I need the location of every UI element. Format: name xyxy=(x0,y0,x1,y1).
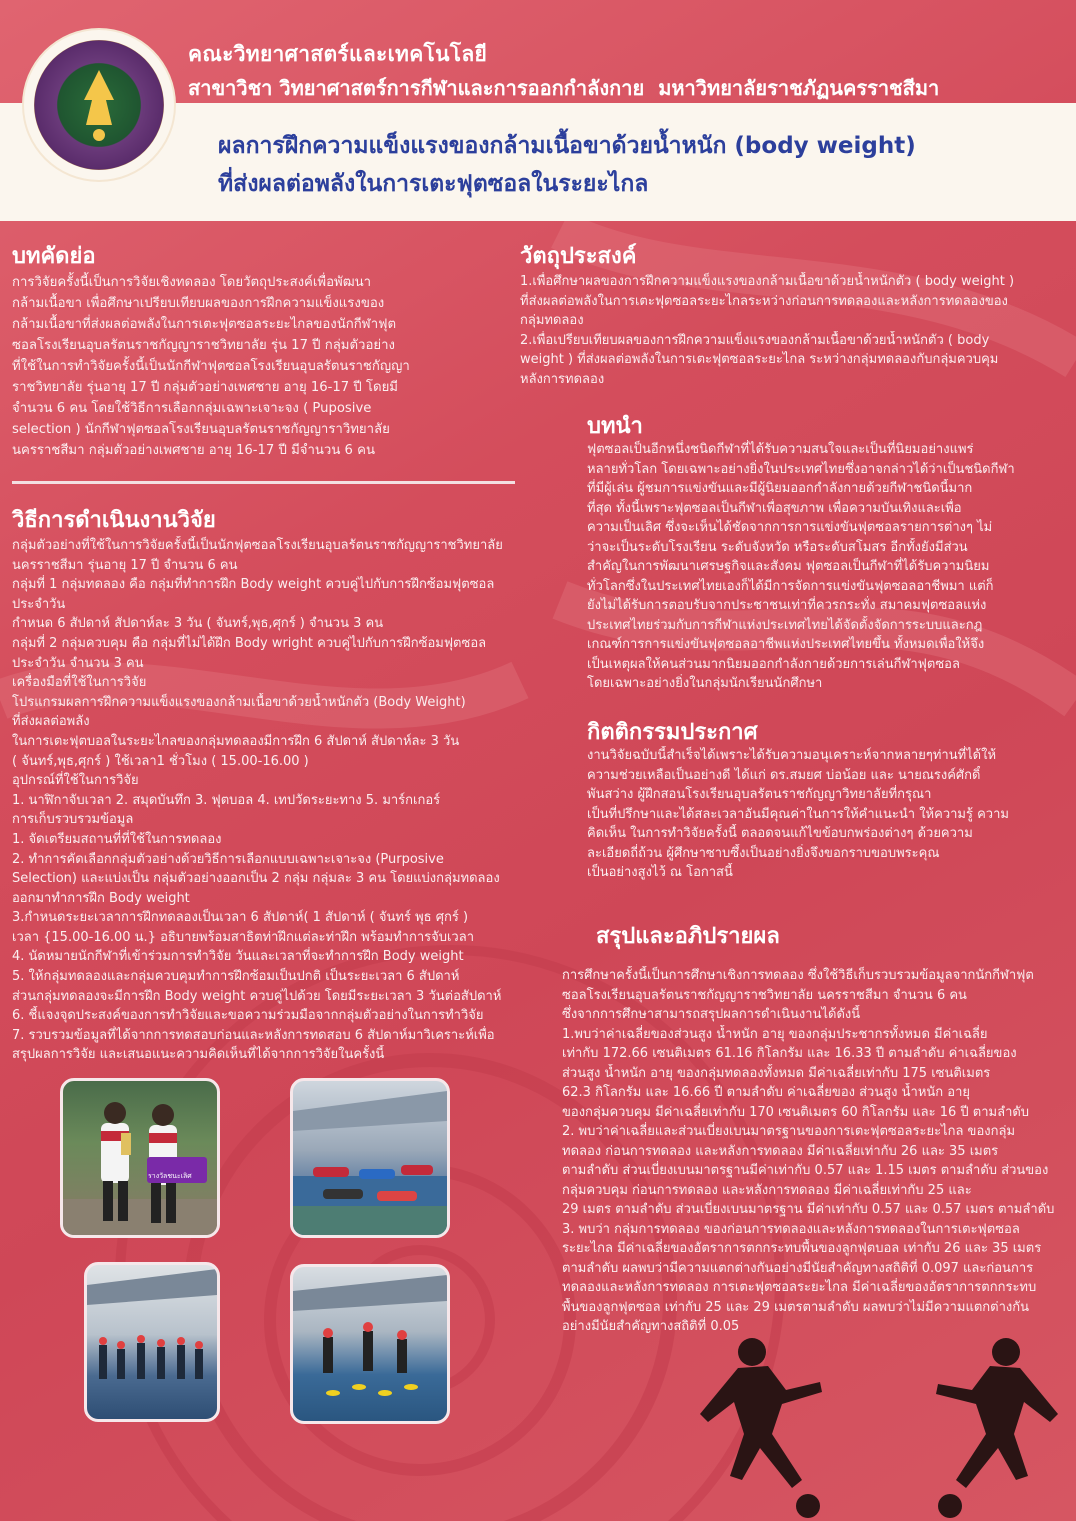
objectives-line: กลุ่มทดลอง xyxy=(520,313,584,328)
intro-line: ยังไม่ได้รับการตอบรับจากประชาชนเท่าที่ควรกระทั่ง สมาคมฟุตซอลแห่ง xyxy=(587,598,987,613)
acknowledgement-line: เป็นที่ปรึกษาและได้สละเวลาอันมีคุณค่าในการให้คำแนะนำ ให้ความรู้ ความ xyxy=(587,806,1009,822)
conclusion-line: ระยะไกล มีค่าเฉลี่ยของอัตราการตกกระทบพื้นของลูกฟุตบอล เท่ากับ 26 และ 35 เมตร xyxy=(562,1241,1042,1256)
intro-line: เป็นเหตุผลให้คนส่วนมากนิยมออกกำลังกายด้วยการเล่นกีฬาฟุตซอล xyxy=(587,656,960,672)
methods-line: 7. รวบรวมข้อมูลที่ได้จากการทดสอบก่อนและหลังการทดสอบ 6 สัปดาห์มาวิเคราะห์เพื่อ xyxy=(12,1027,495,1043)
methods-line: 6. ชี้แจงจุดประสงค์ของการทำวิจัยและขอความร่วมมือจากกลุ่มตัวอย่างในการทำวิจัย xyxy=(12,1008,484,1024)
methods-line: ประจำวัน xyxy=(12,596,66,612)
objectives-line: weight ) ที่ส่งผลต่อพลังในการเตะฟุตซอลระยะไกล ระหว่างกลุ่มทดลองกับกลุ่มควบคุม xyxy=(520,352,999,367)
conclusion-line: การศึกษาครั้งนี้เป็นการศึกษาเชิงการทดลอง ซึ่งใช้วิธีเก็บรวบรวมข้อมูลจากนักกีฬาฟุต xyxy=(562,968,1034,983)
methods-line: 4. นัดหมายนักกีฬาที่เข้าร่วมการทำวิจัย วันและเวลาที่จะทำการฝึก Body weight xyxy=(12,949,464,965)
university-seal-icon xyxy=(34,40,164,170)
photo-training-pushups xyxy=(290,1078,450,1238)
abstract-line: selection ) นักกีฬาฟุตซอลโรงเรียนอุบลรัตนราชกัญญาราวิทยาลัย xyxy=(12,422,390,437)
poster-title-line1: ผลการฝึกความแข็งแรงของกล้ามเนื้อขาด้วยน้ำหนัก (body weight) xyxy=(218,133,916,159)
university-name: มหาวิทยาลัยราชภัฏนครราชสีมา xyxy=(658,76,940,100)
methods-line: ประจำวัน จำนวน 3 คน xyxy=(12,655,144,671)
acknowledgement-line: ความช่วยเหลือเป็นอย่างดี ได้แก่ ดร.สมยศ บ่อน้อย และ นายณรงค์ศักดิ์ xyxy=(587,767,981,783)
intro-heading: บทนำ xyxy=(587,414,643,439)
abstract-line: นครราชสีมา กลุ่มตัวอย่างเพศชาย อายุ 16-17 ปี มีจำนวน 6 คน xyxy=(12,443,375,458)
conclusion-line: ของกลุ่มควบคุม มีค่าเฉลี่ยเท่ากับ 170 เซนติเมตร 60 กิโลกรัม และ 16 ปี ตามลำดับ xyxy=(562,1104,1030,1120)
photo-cone-drill xyxy=(290,1264,450,1424)
conclusion-line: 29 เมตร ตามลำดับ ส่วนเบี่ยงเบนมาตรฐาน มีค่าเท่ากับ 0.57 และ 0.57 เมตร ตามลำดับ xyxy=(562,1202,1055,1217)
intro-line: ที่สุด ทั้งนี้เพราะฟุตซอลเป็นกีฬาเพื่อสุขภาพ เพื่อความบันเทิงและเพื่อ xyxy=(587,500,962,516)
conclusion-line: 3. พบว่า กลุ่มการทดลอง ของก่อนการทดลองและหลังการทดลองในการเตะฟุตซอล xyxy=(562,1221,1020,1237)
conclusion-line: ซึ่งจากการศึกษาสามารถสรุปผลการดำเนินงานได้ดังนี้ xyxy=(562,1007,861,1022)
abstract-line: ที่ใช้ในการทำวิจัยครั้งนี้เป็นนักกีฬาฟุตซอลโรงเรียนอุบลรัตนราชกัญญา xyxy=(12,359,410,374)
methods-line: กลุ่มที่ 2 กลุ่มควบคุม คือ กลุ่มที่ไม่ได้ฝึก Body wright ควบคู่ไปกับการฝึกซ้อมฟุตซอล xyxy=(12,635,487,651)
methods-line: Selection) และแบ่งเป็น กลุ่มตัวอย่างออกเป็น 2 กลุ่ม กลุ่มละ 3 คน โดยแบ่งกลุ่มทดลอง xyxy=(12,871,500,887)
acknowledgement-heading: กิตติกรรมประกาศ xyxy=(587,720,758,745)
methods-line: 3.กำหนดระยะเวลาการฝึกทดลองเป็นเวลา 6 สัปดาห์( 1 สัปดาห์ ( จันทร์ พุธ ศุกร์ ) xyxy=(12,910,469,926)
acknowledgement-line: ละเอียดถี่ถ้วน ผู้ศึกษาซาบซึ้งเป็นอย่างยิ่งจึงขอกราบขอบพระคุณ xyxy=(587,845,940,861)
objectives-line: 1.เพื่อศึกษาผลของการฝึกความแข็งแรงของกล้ามเนื้อขาด้วยน้ำหนักตัว ( body weight ) xyxy=(520,274,1015,289)
objectives-line: ที่ส่งผลต่อพลังในการเตะฟุตซอลระยะไกลระหว่างก่อนการทดลองและหลังการทดลองของ xyxy=(520,293,1008,309)
conclusion-line: ทดลอง ก่อนการทดลอง และหลังการทดลอง มีค่าเฉลี่ยเท่ากับ 26 และ 35 เมตร xyxy=(562,1143,999,1159)
conclusion-heading: สรุปและอภิปรายผล xyxy=(596,924,780,949)
conclusion-line: 62.3 กิโลกรัม และ 16.66 ปี ตามลำดับ ค่าเฉลี่ยของ ส่วนสูง น้ำหนัก อายุ xyxy=(562,1085,971,1100)
section-divider xyxy=(12,481,515,484)
acknowledgement-line: พันสว่าง ผู้ฝึกสอนโรงเรียนอุบลรัตนราชกัญญาวิทยาลัยที่กรุณา xyxy=(587,787,932,802)
abstract-line: ราชวิทยาลัย รุ่นอายุ 17 ปี กลุ่มตัวอย่างเพศชาย อายุ 16-17 ปี โดยมี xyxy=(12,380,398,395)
objectives-line: 2.เพื่อเปรียบเทียบผลของการฝึกความแข็งแรงของกล้ามเนื้อขาด้วยน้ำหนักตัว ( body xyxy=(520,332,990,348)
methods-line: นครราชสีมา รุ่นอายุ 17 ปี จำนวน 6 คน xyxy=(12,557,238,573)
intro-line: สำคัญในการพัฒนาเศรษฐกิจและสังคม ฟุตซอลเป็นกีฬาที่ได้รับความนิยม xyxy=(587,559,990,574)
acknowledgement-line: งานวิจัยฉบับนี้สำเร็จได้เพราะได้รับความอนุเคราะห์จากหลายๆท่านที่ได้ให้ xyxy=(587,748,997,763)
conclusion-line: ซอลโรงเรียนอุบลรัตนราชกัญญาราชวิทยาลัย นครราชสีมา จำนวน 6 คน xyxy=(562,987,967,1003)
methods-line: การเก็บรวบรวมข้อมูล xyxy=(12,812,134,828)
conclusion-line: อย่างมีนัยสำคัญทางสถิติที่ 0.05 xyxy=(562,1319,740,1334)
methods-line: 1. จัดเตรียมสถานที่ที่ใช้ในการทดลอง xyxy=(12,831,222,847)
methods-line: สรุปผลการวิจัย และเสนอแนะความคิดเห็นที่ได้จากการวิจัยในครั้งนี้ xyxy=(12,1047,385,1063)
objectives-heading: วัตถุประสงค์ xyxy=(520,244,637,269)
abstract-body xyxy=(12,272,512,461)
intro-body xyxy=(587,440,1067,694)
conclusion-line: พื้นของลูกฟุตซอล เท่ากับ 25 และ 29 เมตรตามลำดับ ผลพบว่าไม่มีความแตกต่างกัน xyxy=(562,1299,1030,1315)
methods-body xyxy=(12,536,552,1065)
conclusion-line: 1.พบว่าค่าเฉลี่ยของส่วนสูง น้ำหนัก อายุ ของกลุ่มประชากรทั้งหมด มีค่าเฉลี่ย xyxy=(562,1026,988,1042)
methods-line: 1. นาฬิกาจับเวลา 2. สมุดบันทึก 3. ฟุตบอล 4. เทปวัดระยะทาง 5. มาร์กเกอร์ xyxy=(12,792,441,808)
department-line xyxy=(188,72,939,104)
methods-line: ในการเตะฟุตบอลในระยะไกลของกลุ่มทดลองมีการฝึก 6 สัปดาห์ สัปดาห์ละ 3 วัน xyxy=(12,733,460,749)
abstract-line: จำนวน 6 คน โดยใช้วิธีการเลือกกลุ่มเฉพาะเจาะจง ( Puposive xyxy=(12,401,372,416)
abstract-line: การวิจัยครั้งนี้เป็นการวิจัยเชิงทดลอง โดยวัตถุประสงค์เพื่อพัฒนา xyxy=(12,275,372,290)
methods-line: อุปกรณ์ที่ใช้ในการวิจัย xyxy=(12,773,139,789)
methods-heading: วิธีการดำเนินงานวิจัย xyxy=(12,508,216,533)
intro-line: ฟุตซอลเป็นอีกหนึ่งชนิดกีฬาที่ได้รับความสนใจและเป็นที่นิยมอย่างแพร่ xyxy=(587,442,974,457)
award-board-text: รางวัลชนะเลิศ xyxy=(148,1172,192,1180)
objectives-line: หลังการทดลอง xyxy=(520,371,605,387)
conclusion-line: ตามลำดับ ส่วนเบี่ยงเบนมาตรฐานมีค่าเท่ากับ 0.57 และ 1.15 เมตร ตามลำดับ ส่วนของ xyxy=(562,1163,1049,1178)
intro-line: ทั่วโลกซึ่งในประเทศไทยเองก็ได้มีการจัดการแข่งขันฟุตซอลอาชีพมา แต่ก็ xyxy=(587,578,994,594)
conclusion-line: ทดลองและหลังการทดลอง การเตะฟุตซอลระยะไกล มีค่าเฉลี่ยของอัตราการตกกระทบ xyxy=(562,1280,1037,1295)
methods-line: กำหนด 6 สัปดาห์ สัปดาห์ละ 3 วัน ( จันทร์,พุธ,ศุกร์ ) จำนวน 3 คน xyxy=(12,616,384,632)
abstract-line: กล้ามเนื้อขา เพื่อศึกษาเปรียบเทียบผลของการฝึกความแข็งแรงของ xyxy=(12,296,385,311)
department-name: สาขาวิชา วิทยาศาสตร์การกีฬาและการออกกำลังกาย xyxy=(188,76,645,100)
conclusion-line: กลุ่มควบคุม ก่อนการทดลอง และหลังการทดลอง มีค่าเฉลี่ยเท่ากับ 25 และ xyxy=(562,1182,972,1198)
methods-line: 5. ให้กลุ่มทดลองและกลุ่มควบคุมทำการฝึกซ้อมเป็นปกติ เป็นระยะเวลา 6 สัปดาห์ xyxy=(12,969,460,985)
footballer-silhouette-left xyxy=(690,1330,840,1520)
methods-line: ออกมาทำการฝึก Body weight xyxy=(12,890,190,906)
abstract-line: ซอลโรงเรียนอุบลรัตนราชกัญญาราชวิทยาลัย รุ่น 17 ปี กลุ่มตัวอย่าง xyxy=(12,338,395,353)
intro-line: ที่มีผู้เล่น ผู้ชมการแข่งขันและมีผู้นิยมออกกำลังกายด้วยกีฬาชนิดนี้มาก xyxy=(587,481,973,496)
conclusion-line: 2. พบว่าค่าเฉลี่ยและส่วนเบี่ยงเบนมาตรฐานของการเตะฟุตซอลระยะไกล ของกลุ่ม xyxy=(562,1124,1016,1139)
conclusion-line: เท่ากับ 172.66 เซนติเมตร 61.16 กิโลกรัม และ 16.33 ปี ตามลำดับ ค่าเฉลี่ยของ xyxy=(562,1046,1017,1061)
conclusion-body xyxy=(562,966,1072,1337)
faculty-name: คณะวิทยาศาสตร์และเทคโนโลยี xyxy=(188,42,488,66)
abstract-line: กล้ามเนื้อขาที่ส่งผลต่อพลังในการเตะฟุตซอลระยะไกลของนักกีฬาฟุต xyxy=(12,317,397,332)
acknowledgement-body xyxy=(587,746,1067,883)
methods-line: กลุ่มตัวอย่างที่ใช้ในการวิจัยครั้งนี้เป็นนักฟุตซอลโรงเรียนอุบลรัตนราชกัญญาราชวิทยาลัย xyxy=(12,538,503,553)
acknowledgement-line: เป็นอย่างสูงไว้ ณ โอกาสนี้ xyxy=(587,865,733,880)
intro-line: หลายทั่วโลก โดยเฉพาะอย่างยิ่งในประเทศไทยซึ่งอาจกล่าวได้ว่าเป็นชนิดกีฬา xyxy=(587,461,1015,477)
photo-group-warmup xyxy=(84,1262,220,1422)
methods-line: กลุ่มที่ 1 กลุ่มทดลอง คือ กลุ่มที่ทำการฝึก Body weight ควบคู่ไปกับการฝึกซ้อมฟุตซอล xyxy=(12,577,495,593)
footballer-silhouette-right xyxy=(920,1330,1070,1520)
poster-title-line2: ที่ส่งผลต่อพลังในการเตะฟุตซอลในระยะไกล xyxy=(218,171,649,197)
methods-line: ที่ส่งผลต่อพลัง xyxy=(12,714,90,730)
conclusion-line: ส่วนสูง น้ำหนัก อายุ ของกลุ่มทดลองทั้งหมด มีค่าเฉลี่ยเท่ากับ 175 เซนติเมตร xyxy=(562,1065,991,1081)
acknowledgement-line: คิดเห็น ในการทำวิจัยครั้งนี้ ตลอดจนแก้ไขข้อบกพร่องต่างๆ ด้วยความ xyxy=(587,826,973,841)
objectives-body xyxy=(520,272,1070,389)
methods-line: เวลา {15.00-16.00 น.} อธิบายพร้อมสาธิตท่าฝึกแต่ละท่าฝึก พร้อมทำการจับเวลา xyxy=(12,929,474,945)
intro-line: โดยเฉพาะอย่างยิ่งในกลุ่มนักเรียนนักศึกษา xyxy=(587,676,823,691)
methods-line: ส่วนกลุ่มทดลองจะมีการฝึก Body weight ควบคู่ไปด้วย โดยมีระยะเวลา 3 วันต่อสัปดาห์ xyxy=(12,988,502,1004)
intro-line: เกณฑ์การการแข่งขันฟุตซอลอาชีพแห่งประเทศไทยขึ้น ทั้งหมดเพื่อให้จึง xyxy=(587,637,985,652)
conclusion-line: ตามลำดับ ผลพบว่ามีความแตกต่างกันอย่างมีนัยสำคัญทางสถิติที่ 0.097 และก่อนการ xyxy=(562,1260,1034,1276)
intro-line: ประเทศไทยร่วมกับการกีฬาแห่งประเทศไทยได้จัดตั้งจัดการระบบและกฎ xyxy=(587,617,983,633)
intro-line: ว่าจะเป็นระดับโรงเรียน ระดับจังหวัด หรือระดับสโมสร อีกทั้งยังมีส่วน xyxy=(587,539,968,555)
methods-line: 2. ทำการคัดเลือกกลุ่มตัวอย่างด้วยวิธีการเลือกแบบเฉพาะเจาะจง (Purposive xyxy=(12,851,444,867)
methods-line: ( จันทร์,พุธ,ศุกร์ ) ใช้เวลา1 ชั่วโมง ( 15.00-16.00 ) xyxy=(12,753,309,769)
abstract-heading: บทคัดย่อ xyxy=(12,244,96,269)
methods-line: เครื่องมือที่ใช้ในการวิจัย xyxy=(12,675,147,691)
intro-line: ความเป็นเลิศ ซึ่งจะเห็นได้ชัดจากการการแข่งขันฟุตซอลรายการต่างๆ ไม่ xyxy=(587,520,993,535)
photo-award xyxy=(60,1078,220,1238)
methods-line: โปรแกรมผลการฝึกความแข็งแรงของกล้ามเนื้อขาด้วยน้ำหนักตัว (Body Weight) xyxy=(12,694,466,710)
